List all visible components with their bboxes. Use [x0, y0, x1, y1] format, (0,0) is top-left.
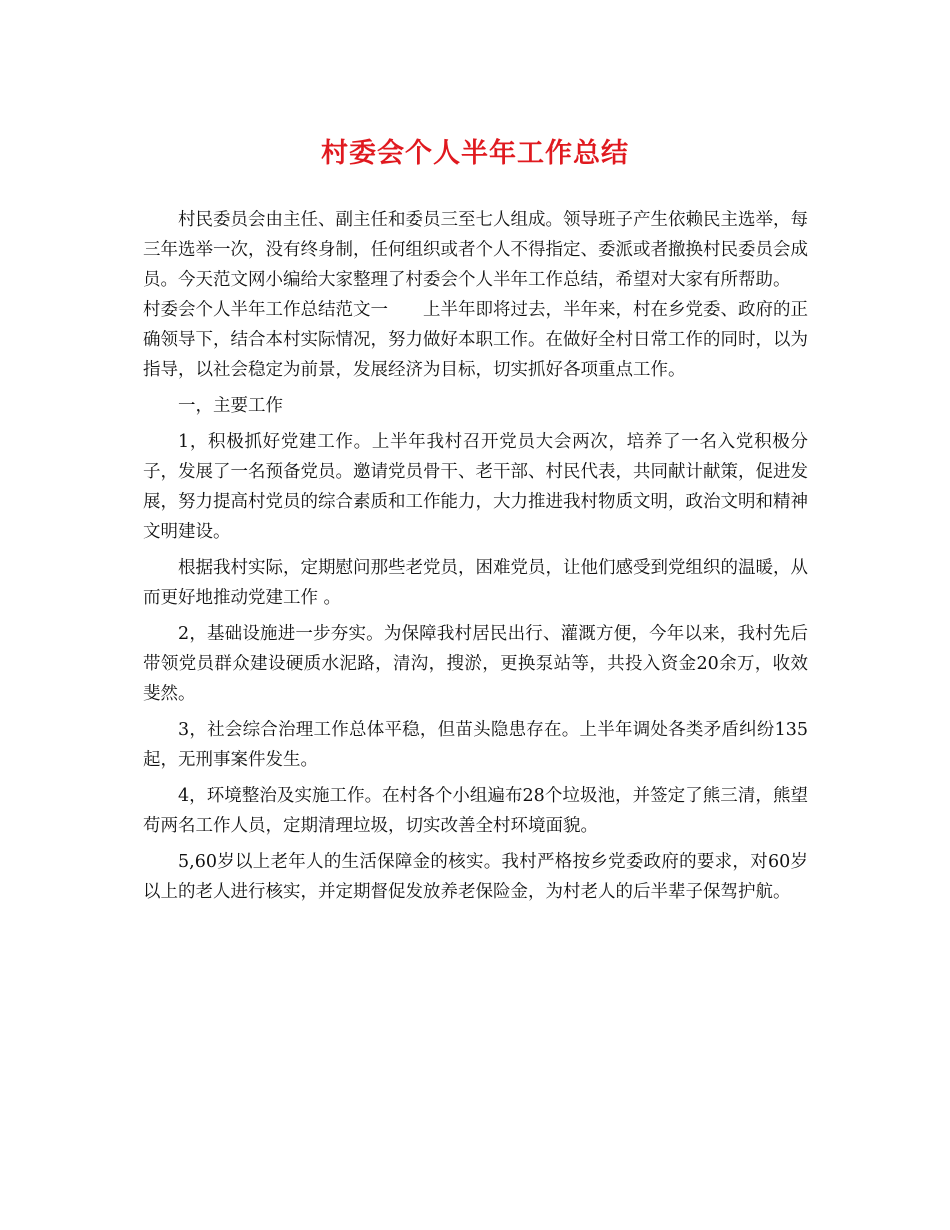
paragraph-social-governance: 3，社会综合治理工作总体平稳，但苗头隐患存在。上半年调处各类矛盾纠纷135起，无刑事案件发生。 — [143, 720, 808, 770]
paragraph-environment: 4，环境整治及实施工作。在村各个小组遍布28个垃圾池，并签定了熊三清，熊望苟两名工作人员，定期清理垃圾，切实改善全村环境面貌。 — [143, 786, 808, 836]
paragraph-intro: 村民委员会由主任、副主任和委员三至七人组成。领导班子产生依赖民主选举，每三年选举一次，没有终身制，任何组织或者个人不得指定、委派或者撤换村民委员会成员。今天范文网小编给大家整理了村委会个人半年工作总结，希望对大家有所帮助。 — [143, 210, 808, 290]
paragraph-sample-one: 村委会个人半年工作总结范文一 上半年即将过去，半年来，村在乡党委、政府的正确领导下，结合本村实际情况，努力做好本职工作。在做好全村日常工作的同时，以为指导，以社会稳定为前景，发展经济为目标，切实抓好各项重点工作。 — [143, 300, 808, 380]
paragraph-party-building: 1，积极抓好党建工作。上半年我村召开党员大会两次，培养了一名入党积极分子，发展了一名预备党员。邀请党员骨干、老干部、村民代表，共同献计献策，促进发展，努力提高村党员的综合素质和工作能力，大力推进我村物质文明，政治文明和精神文明建设。 — [143, 432, 808, 542]
document-title: 村委会个人半年工作总结 — [321, 138, 629, 169]
section-heading-main-work: 一，主要工作 — [178, 396, 283, 416]
paragraph-elderly-security: 5,60岁以上老年人的生活保障金的核实。我村严格按乡党委政府的要求，对60岁以上的老人进行核实，并定期督促发放养老保险金，为村老人的后半辈子保驾护航。 — [143, 852, 808, 902]
document-body — [143, 205, 808, 907]
paragraph-infrastructure: 2，基础设施进一步夯实。为保障我村居民出行、灌溉方便，今年以来，我村先后带领党员群众建设硬质水泥路，清沟，搜淤，更换泵站等，共投入资金20余万，收效斐然。 — [143, 624, 808, 704]
paragraph-visit-members: 根据我村实际，定期慰问那些老党员，困难党员，让他们感受到党组织的温暖，从而更好地推动党建工作 。 — [143, 558, 808, 608]
